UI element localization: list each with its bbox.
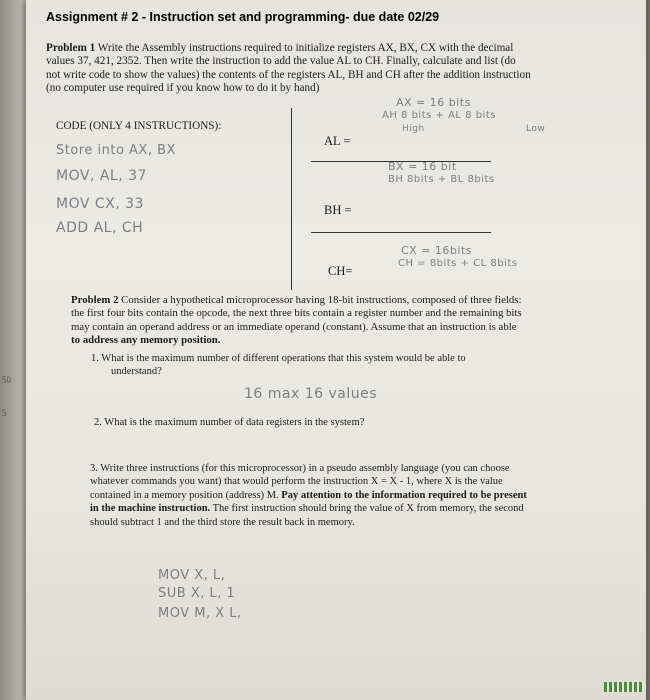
note-cx-split: CH = 8bits + CL 8bits <box>398 258 518 269</box>
question-2: 2. What is the maximum number of data registers in the system? <box>94 417 365 428</box>
question-1-answer: 16 max 16 values <box>244 386 378 402</box>
code-line: MOV CX, 33 <box>56 196 144 212</box>
margin-mark: 5 <box>2 408 7 418</box>
problem1-line: Write the Assembly instructions required to initialize registers AX, BX, CX with the decimal <box>95 42 514 54</box>
note-bx-split: BH 8bits + BL 8bits <box>388 174 495 185</box>
question-3-line: 3. Write three instructions (for this microprocessor) in a pseudo assembly language (you can choose <box>90 463 510 474</box>
problem1-text <box>46 42 636 96</box>
question-3-line: in the machine instruction. <box>90 503 211 515</box>
answer-line: MOV X, L, <box>158 568 226 583</box>
problem1-line: (no computer use required if you know how to do it by hand) <box>46 82 320 95</box>
question-3-line: contained in a memory position (address) M. <box>90 489 279 501</box>
problem2-line: to address any memory position. <box>71 334 221 347</box>
question-3 <box>90 462 640 529</box>
register-al-label: AL = <box>324 134 351 148</box>
problem1-line: values 37, 421, 2352. Then write the instruction to add the value AL to CH. Finally, calculate and list (do <box>46 55 516 68</box>
margin-mark: 50 <box>2 375 11 385</box>
problem2-line: the first four bits contain the opcode, the next three bits contain a register number and the remaining bits <box>71 307 522 320</box>
code-line: MOV, AL, 37 <box>56 168 147 184</box>
register-ch-label: CH= <box>328 264 353 278</box>
code-line: Store into AX, BX <box>56 143 176 158</box>
answer-line: SUB X, L, 1 <box>158 586 236 601</box>
note-ax-split: AH 8 bits + AL 8 bits <box>382 110 496 121</box>
code-line: ADD AL, CH <box>56 220 144 236</box>
note-ax: AX = 16 bits <box>396 96 471 109</box>
code-heading: CODE (ONLY 4 INSTRUCTIONS): <box>56 120 222 132</box>
register-bh-label: BH = <box>324 203 352 217</box>
note-low: Low <box>526 124 546 134</box>
answer-line: MOV M, X L, <box>158 606 242 621</box>
assignment-sheet <box>26 0 646 700</box>
problem2-line: Consider a hypothetical microprocessor having 18-bit instructions, composed of three fields: <box>118 294 522 306</box>
question-3-line: Pay attention to the information required to be present <box>278 489 527 501</box>
table-vertical-divider <box>291 108 292 290</box>
question-1 <box>91 352 621 379</box>
table-row-divider <box>311 232 491 233</box>
question-1-line: 1. What is the maximum number of different operations that this system would be able to <box>91 353 466 364</box>
question-3-line: The first instruction should bring the value of X from memory, the second <box>210 503 524 515</box>
note-high: High <box>402 124 425 134</box>
problem1-line: not write code to show the values) the contents of the registers AL, BH and CH after the addition instruction <box>46 68 531 81</box>
question-3-line: whatever commands you want) that would perform the instruction X = X - 1, where X is the value <box>90 476 503 488</box>
question-3-line: should subtract 1 and the third store the result back in memory. <box>90 516 355 528</box>
problem1-label: Problem 1 <box>46 42 96 54</box>
question-1-line: understand? <box>111 366 162 378</box>
note-cx: CX = 16bits <box>401 244 473 257</box>
assignment-title: Assignment # 2 - Instruction set and programming- due date 02/29 <box>46 10 440 24</box>
problem2-label: Problem 2 <box>71 294 119 306</box>
problem2-line: may contain an operand address or an immediate operand (constant). Assume that an instruction is able <box>71 320 517 333</box>
binding-edge-marking <box>604 682 644 692</box>
note-bx: BX = 16 bit <box>388 160 457 173</box>
problem2-text <box>71 294 631 348</box>
